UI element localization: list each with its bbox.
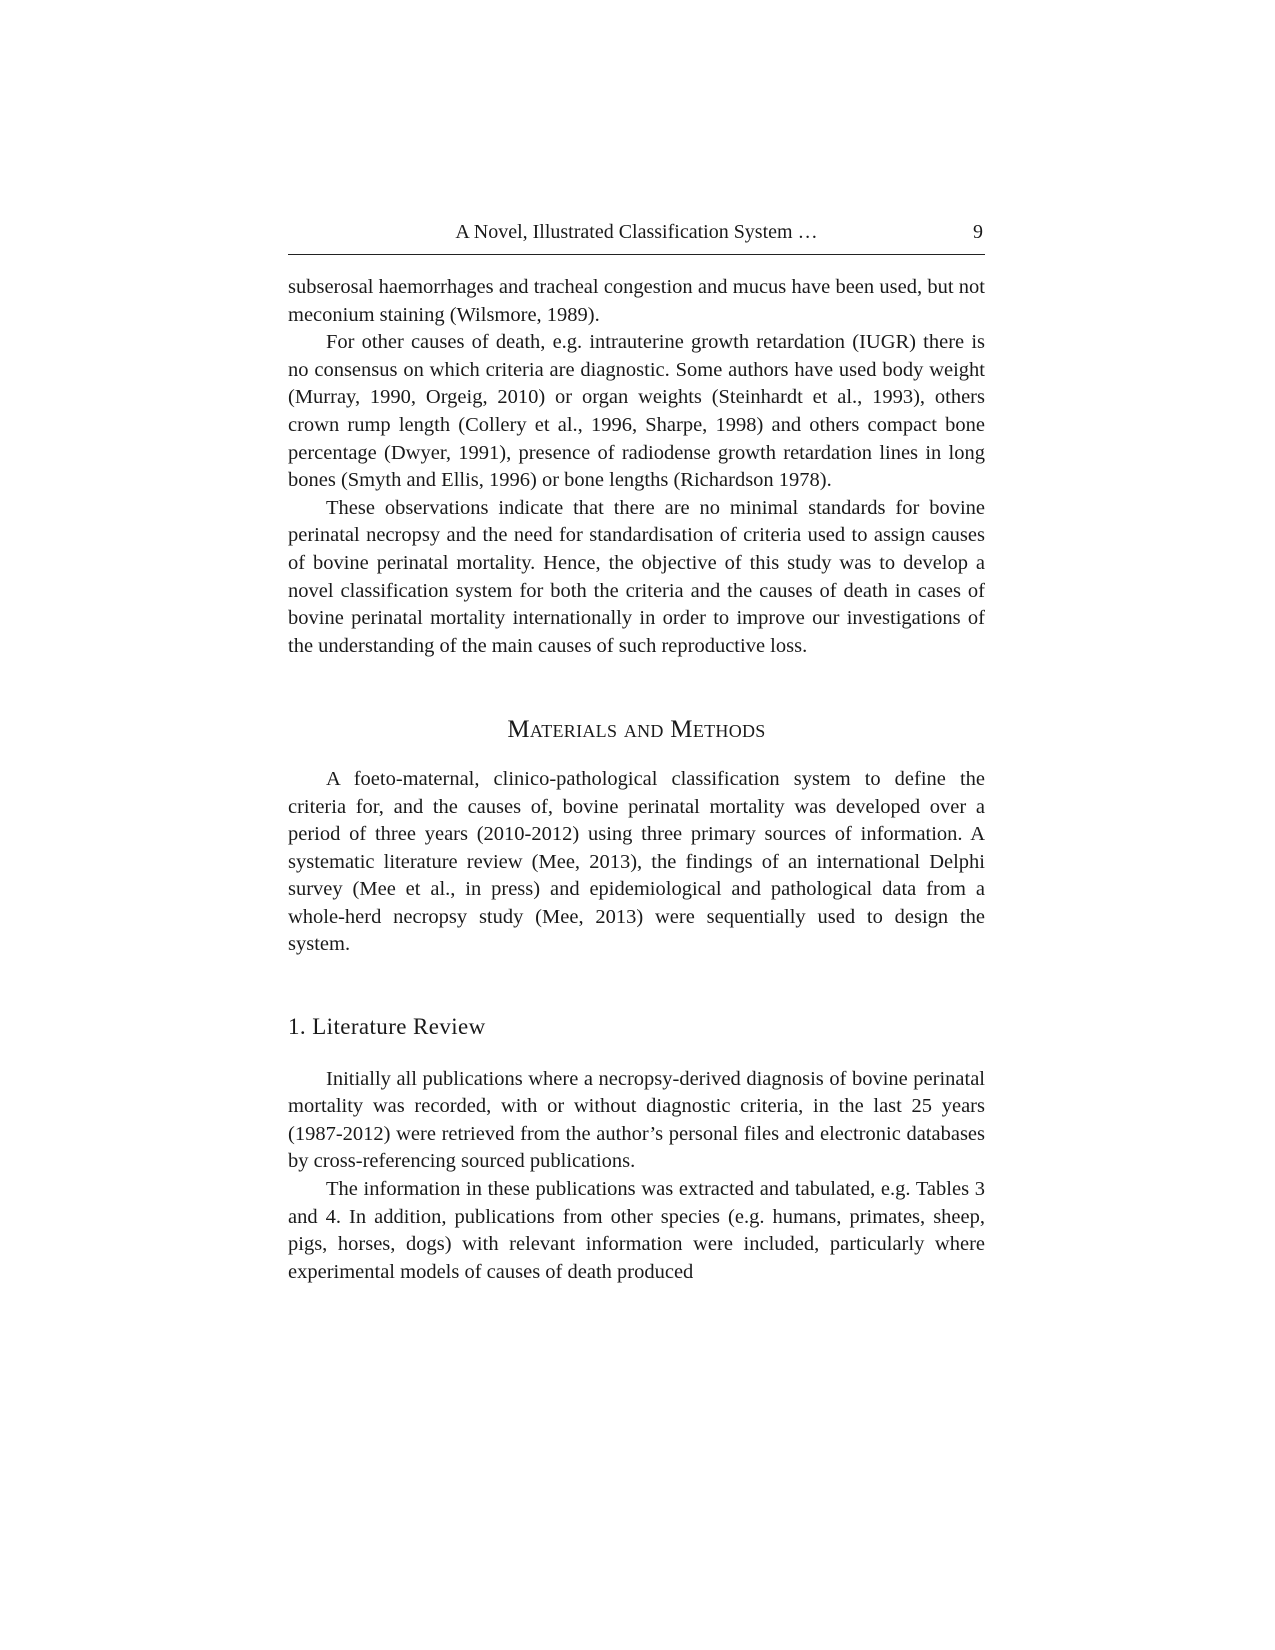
subsection-heading-literature-review: 1. Literature Review <box>288 1014 486 1040</box>
paragraph-iugr-criteria: For other causes of death, e.g. intrauterine growth retardation (IUGR) there is no consensus on which criteria are diagnostic. Some authors have used body weight (Murray, 1990, Orgeig, 2010) or organ weights (Steinhardt et al., 1993), others crown rump length (Collery et al., 1996, Sharpe, 1998) and others compact bone percentage (Dwyer, 1991), presence of radiodense growth retardation lines in long bones (Smyth and Ellis, 1996) or bone lengths (Richardson 1978). <box>288 331 985 492</box>
section-heading-materials-methods: Materials and Methods <box>507 716 766 744</box>
paragraph-continuation: subserosal haemorrhages and tracheal congestion and mucus have been used, but not meconium staining (Wilsmore, 1989). <box>288 276 985 326</box>
body-text <box>288 274 985 1286</box>
document-page <box>288 216 985 1286</box>
running-header <box>288 216 985 255</box>
paragraph-study-objective: These observations indicate that there are no minimal standards for bovine perinatal necropsy and the need for standardisation of criteria used to assign causes of bovine perinatal mortality. Hence, the objective of this study was to develop a novel classification system for both the criteria and the causes of death in cases of bovine perinatal mortality internationally in order to improve our investigations of the understanding of the main causes of such reproductive loss. <box>288 496 985 657</box>
paragraph-publication-retrieval: Initially all publications where a necropsy-derived diagnosis of bovine perinatal mortality was recorded, with or without diagnostic criteria, in the last 25 years (1987-2012) were retrieved from the author’s personal files and electronic databases by cross-referencing sourced publications. <box>288 1067 985 1173</box>
paragraph-classification-system: A foeto-maternal, clinico-pathological classification system to define the criteria for, and the causes of, bovine perinatal mortality was developed over a period of three years (2010-2012) using three primary sources of information. A systematic literature review (Mee, 2013), the findings of an international Delphi survey (Mee et al., in press) and epidemiological and pathological data from a whole-herd necropsy study (Mee, 2013) were sequentially used to design the system. <box>288 767 985 956</box>
page-number: 9 <box>973 221 983 243</box>
running-title: A Novel, Illustrated Classification System … <box>455 221 818 243</box>
paragraph-information-extraction: The information in these publications was extracted and tabulated, e.g. Tables 3 and 4. In addition, publications from other species (e.g. humans, primates, sheep, pigs, horses, dogs) with relevant information were included, particularly where experimental models of causes of death produced <box>288 1178 985 1283</box>
